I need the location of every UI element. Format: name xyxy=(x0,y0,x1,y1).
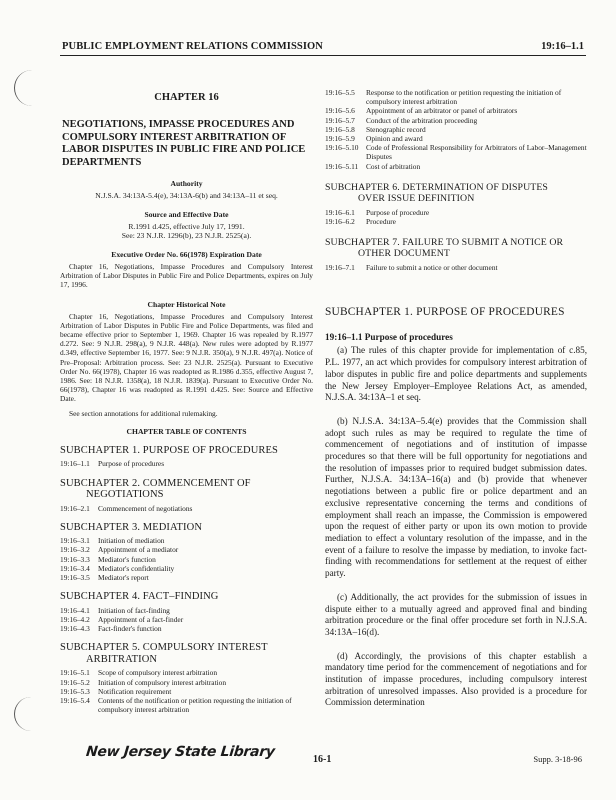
toc-section-list xyxy=(60,606,313,634)
toc-entry xyxy=(60,696,313,714)
toc-entry-title: Procedure xyxy=(366,217,396,227)
subchapter-heading-line: OTHER DOCUMENT xyxy=(358,248,451,260)
page-number: 16-1 xyxy=(313,754,332,765)
subchapter-heading-line: SUBCHAPTER 5. COMPULSORY INTEREST xyxy=(60,642,268,654)
binding-mark xyxy=(14,697,44,731)
toc-entry-title: Mediator's report xyxy=(98,573,149,583)
toc-entry-number: 19:16–3.2 xyxy=(60,545,90,555)
subchapter-heading-line: SUBCHAPTER 6. DETERMINATION OF DISPUTES xyxy=(325,181,548,193)
toc-entry-title: Purpose of procedures xyxy=(98,459,165,469)
toc-subchapter-heading xyxy=(60,642,313,665)
toc-entry xyxy=(60,459,313,468)
subchapter-heading-line: NEGOTIATIONS xyxy=(86,489,164,501)
subchapter-heading-line: SUBCHAPTER 2. COMMENCEMENT OF xyxy=(60,477,251,489)
toc-entry-number: 19:16–5.3 xyxy=(60,686,90,696)
toc-entry-title: Appointment of a fact-finder xyxy=(98,614,184,624)
subchapter-heading-line: ARBITRATION xyxy=(86,653,158,665)
toc-entry-title: Commencement of negotiations xyxy=(98,503,193,513)
toc-entry-number: 19:16–4.1 xyxy=(60,605,90,615)
toc-entry-number: 19:16–5.10 xyxy=(325,143,359,153)
subchapter-heading-line: SUBCHAPTER 3. MEDIATION xyxy=(60,521,203,533)
toc-subchapter-heading xyxy=(60,445,313,457)
toc-entry-title: Notification requirement xyxy=(98,686,172,696)
toc-entry-number: 19:16–5.5 xyxy=(325,88,355,97)
toc-entry xyxy=(60,606,313,615)
toc-entry xyxy=(325,106,587,115)
toc-entry-title: Conduct of the arbitration proceeding xyxy=(366,115,478,125)
running-header-section: 19:16–1.1 xyxy=(541,41,584,52)
toc-entry xyxy=(60,573,313,582)
toc-subchapter-heading xyxy=(60,591,313,603)
subchapter-6-list xyxy=(325,208,587,226)
toc-entry-title: Appointment of a mediator xyxy=(98,545,179,555)
paragraph-a: (a) The rules of this chapter provide for implementation of c.85, P.L. 1977, an act which provides for compulsory interest arbitration of labor disputes in public fire and police departments and supplements the New Jersey Employer–Employee Relations Act, as amended, N.J.S.A. 34:13A–1 et seq. xyxy=(325,345,587,403)
toc-entry xyxy=(60,624,313,633)
section-title: 19:16–1.1 Purpose of procedures xyxy=(325,332,453,343)
toc-continued xyxy=(325,88,587,171)
chapter-number: CHAPTER 16 xyxy=(154,92,219,103)
toc-heading: CHAPTER TABLE OF CONTENTS xyxy=(126,426,247,436)
toc-entry-title: Stenographic record xyxy=(366,124,426,134)
toc-entry xyxy=(60,678,313,687)
paragraph-d: (d) Accordingly, the provisions of this chapter establish a mandatory time period for the commencement of negotiations and for institution of impasse procedures, including compulsory interest arbitration of unresolved impasses. Also provided is a procedure for Commission determination xyxy=(325,650,587,708)
toc-entry-title: Mediator's function xyxy=(98,554,156,564)
toc-entry xyxy=(60,504,313,513)
subchapter-7-list xyxy=(325,263,587,272)
toc-entry-number: 19:16–5.11 xyxy=(325,161,359,171)
toc-entry-number: 19:16–5.1 xyxy=(60,668,90,678)
toc-entry-number: 19:16–1.1 xyxy=(60,459,90,469)
toc-entry xyxy=(60,615,313,624)
table-of-contents xyxy=(60,445,313,715)
binding-mark xyxy=(14,70,44,106)
toc-entry xyxy=(325,134,587,143)
toc-entry-title: Fact-finder's function xyxy=(98,624,162,634)
toc-entry-title: Appointment of an arbitrator or panel of arbitrators xyxy=(366,106,518,116)
toc-entry xyxy=(60,687,313,696)
subchapter-heading-line: OVER ISSUE DEFINITION xyxy=(358,192,475,204)
toc-entry xyxy=(325,217,587,226)
toc-entry-title: Initiation of fact-finding xyxy=(98,605,170,615)
executive-order-heading: Executive Order No. 66(1978) Expiration Date xyxy=(111,250,262,259)
toc-section-list xyxy=(60,459,313,468)
toc-entry-title: Failure to submit a notice or other document xyxy=(366,263,498,273)
toc-entry-title: Cost of arbitration xyxy=(366,161,421,171)
executive-order-text: Chapter 16, Negotiations, Impasse Procedures and Compulsory Interest Arbitration of Labor Disputes in Public Fire and Police Departments, expires on July 17, 1996. xyxy=(60,262,313,290)
paragraph-b: (b) N.J.S.A. 34:13A–5.4(e) provides that the Commission shall adopt such rules as may be required to regulate the time of commencement of negotiations and of institution of impasse procedures so that there will be full opportunity for negotiations and the resolution of impasses prior to required budget submission dates. Further, N.J.S.A. 34:13A–16(a) and (b) provide that whenever negotiations between a public fire or police department and an exclusive representative concerning the terms and conditions of employment shall reach an impasse, the Commission is empowered upon the request of either party or upon its own motion to provide mediation to effect a voluntary resolution of the impasse, and in the event of a failure to resolve the impasse by mediation, to invoke fact-finding with recommendations for settlement at the request of either party. xyxy=(325,415,587,579)
toc-entry-number: 19:16–2.1 xyxy=(60,503,90,513)
toc-entry xyxy=(60,555,313,564)
running-header-title: PUBLIC EMPLOYMENT RELATIONS COMMISSION xyxy=(62,41,323,52)
library-stamp: New Jersey State Library xyxy=(85,744,276,760)
toc-entry xyxy=(325,208,587,217)
toc-entry-number: 19:16–5.7 xyxy=(325,115,355,125)
toc-entry-number: 19:16–5.6 xyxy=(325,106,355,116)
toc-section-list xyxy=(60,536,313,582)
toc-entry xyxy=(60,668,313,677)
annotations-note: See section annotations for additional rulemaking. xyxy=(69,408,218,418)
subchapter-heading-line: SUBCHAPTER 7. FAILURE TO SUBMIT A NOTICE OR xyxy=(325,237,564,249)
toc-entry xyxy=(60,564,313,573)
toc-entry xyxy=(325,162,587,171)
toc-entry-title: Scope of compulsory interest arbitration xyxy=(98,668,218,678)
toc-entry-title: Initiation of compulsory interest arbitration xyxy=(98,677,227,687)
toc-entry-number: 19:16–5.2 xyxy=(60,677,90,687)
toc-entry-number: 19:16–3.1 xyxy=(60,536,90,546)
historical-note-text: Chapter 16, Negotiations, Impasse Procedures and Compulsory Interest Arbitration of Labor Disputes in Public Fire and Police Departments, was filed and became effective prior to September 1, 1969. Chapter 16 was repealed by R.1977 d.272. See: 9 N.J.R. 298(a), 9 N.J.R. 448(a). New rules were adopted by R.1977 d.349, effective September 16, 1977. See: 9 N.J.R. 350(a), 9 N.J.R. 497(a). Notice of Pre–Proposal: Arbitration process. See: 23 N.J.R. 2525(a). Pursuant to Executive Order No. 66(1978), Chapter 16 was readopted as R.1986 d.355, effective August 7, 1986. See: 18 N.J.R. 1358(a), 18 N.J.R. 1839(a). Pursuant to Executive Order No. 66(1978), Chapter 16 was readopted as R.1991 d.425. See: Source and Effective Date. xyxy=(60,311,313,404)
toc-entry-number: 19:16–5.4 xyxy=(60,695,90,705)
right-column xyxy=(325,88,587,709)
toc-entry xyxy=(325,125,587,134)
subchapter-1-title: SUBCHAPTER 1. PURPOSE OF PROCEDURES xyxy=(325,306,565,319)
toc-entry-number: 19:16–6.1 xyxy=(325,207,355,217)
toc-section-list xyxy=(60,668,313,714)
chapter-title: NEGOTIATIONS, IMPASSE PROCEDURES AND COMPULSORY INTEREST ARBITRATION OF LABOR DISPUTES IN PUBLIC FIRE AND POLICE DEPARTMENTS xyxy=(62,119,306,168)
left-column xyxy=(60,88,313,714)
source-line: See: 23 N.J.R. 1296(b), 23 N.J.R. 2525(a). xyxy=(121,231,252,240)
toc-entry-title: Code of Professional Responsibility for Arbitrators of Labor–Management Disputes xyxy=(366,143,587,162)
toc-subchapter-heading xyxy=(60,522,313,534)
subchapter-heading-line: SUBCHAPTER 1. PURPOSE OF PROCEDURES xyxy=(60,444,278,456)
toc-entry-number: 19:16–3.5 xyxy=(60,573,90,583)
source-heading: Source and Effective Date xyxy=(144,210,229,219)
authority-text: N.J.S.A. 34:13A-5.4(e), 34:13A-6(b) and 34:13A–11 et seq. xyxy=(95,191,278,200)
toc-entry xyxy=(60,545,313,554)
toc-entry-title: Opinion and award xyxy=(366,134,423,144)
subchapter-7-heading xyxy=(325,237,587,259)
toc-entry-title: Purpose of procedure xyxy=(366,207,430,217)
toc-entry xyxy=(325,116,587,125)
toc-entry xyxy=(60,536,313,545)
toc-subchapter-heading xyxy=(60,478,313,501)
toc-entry xyxy=(325,88,587,106)
authority-heading: Authority xyxy=(170,179,203,188)
toc-entry-title: Response to the notification or petition requesting the initiation of compulsory interest arbitration xyxy=(366,88,562,107)
subchapter-heading-line: SUBCHAPTER 4. FACT–FINDING xyxy=(60,591,219,603)
subchapter-6-heading xyxy=(325,182,587,204)
paragraph-c: (c) Additionally, the act provides for the submission of issues in dispute either to a mutually agreed and approved final and binding arbitration procedure or the final offer procedure set forth in N.J.S.A. 34:13A–16(d). xyxy=(325,591,587,637)
toc-entry-number: 19:16–5.8 xyxy=(325,124,355,134)
toc-entry-number: 19:16–3.4 xyxy=(60,563,90,573)
toc-entry-number: 19:16–3.3 xyxy=(60,554,90,564)
source-line: R.1991 d.425, effective July 17, 1991. xyxy=(128,222,245,231)
supplement-date: Supp. 3-18-96 xyxy=(533,754,582,764)
toc-entry-number: 19:16–4.3 xyxy=(60,624,90,634)
toc-entry-number: 19:16–6.2 xyxy=(325,217,355,227)
toc-entry-number: 19:16–5.9 xyxy=(325,134,355,144)
toc-entry-number: 19:16–7.1 xyxy=(325,263,355,273)
historical-note-heading: Chapter Historical Note xyxy=(147,299,226,309)
toc-entry xyxy=(325,143,587,161)
header-rule xyxy=(60,55,586,56)
toc-entry xyxy=(325,263,587,272)
toc-entry-number: 19:16–4.2 xyxy=(60,614,90,624)
toc-entry-title: Initiation of mediation xyxy=(98,536,165,546)
toc-section-list xyxy=(60,504,313,513)
toc-entry-title: Contents of the notification or petition requesting the initiation of compulsory interest arbitration xyxy=(98,695,292,715)
toc-entry-title: Mediator's confidentiality xyxy=(98,563,175,573)
